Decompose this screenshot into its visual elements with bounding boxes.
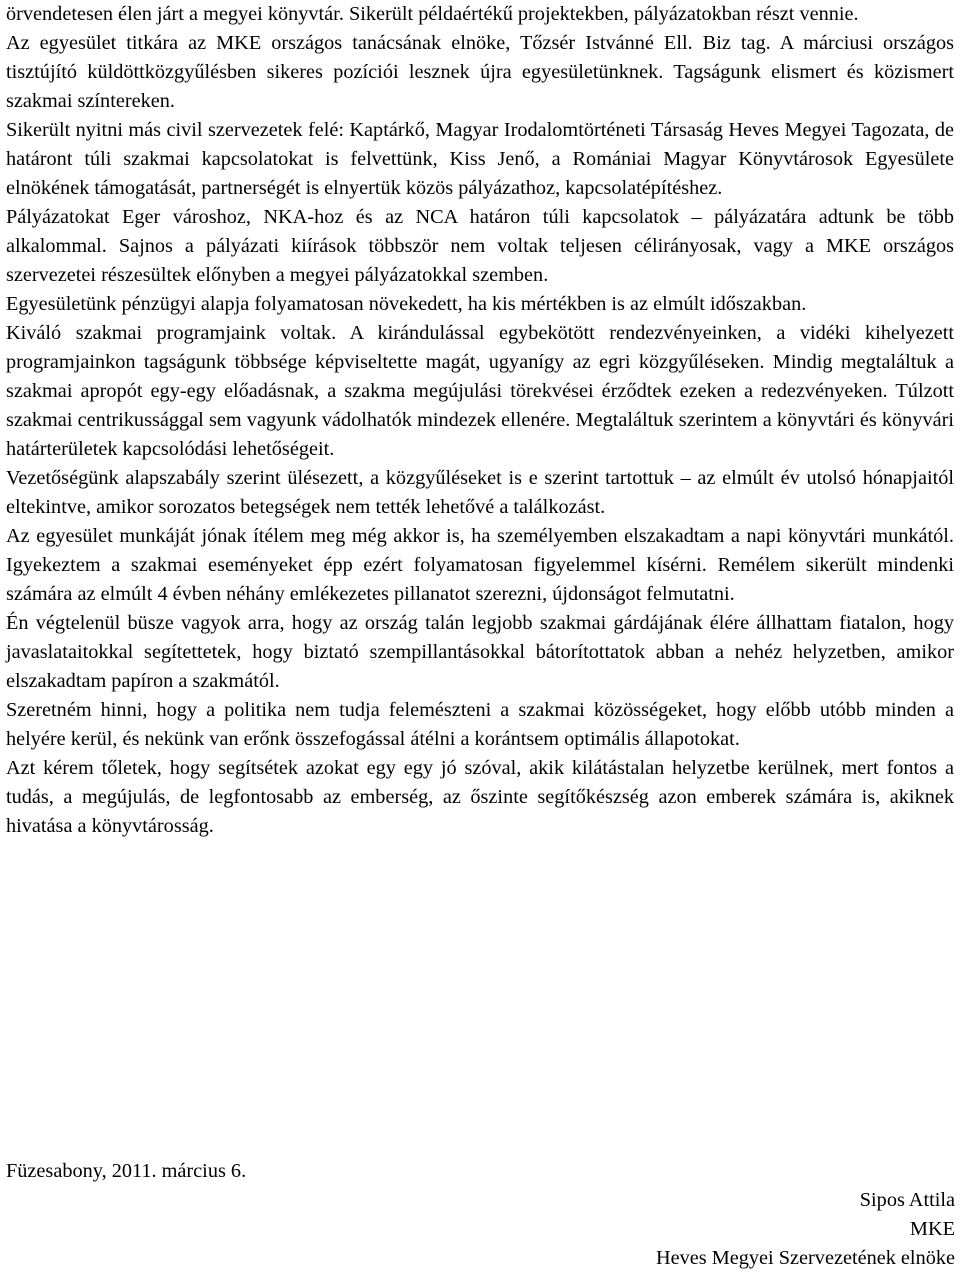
paragraph: Azt kérem tőletek, hogy segítsétek azokat egy egy jó szóval, akik kilátástalan helyzetbe kerülnek, mert fontos a tudás, a megújulás, de legfontosabb az emberség, az őszinte segítőkészség azon emberek számára is, akiknek hivatása a könyvtárosság. [6, 757, 954, 837]
signature-block [656, 1186, 955, 1273]
signature-name: Sipos Attila [859, 1189, 955, 1211]
paragraph: Vezetőségünk alapszabály szerint ülésezett, a közgyűléseket is e szerint tartottuk – az elmúlt év utolsó hónapjaitól eltekintve, amikor sorozatos betegségek nem tették lehetővé a találkozást. [6, 467, 954, 518]
dateline: Füzesabony, 2011. március 6. [6, 1160, 247, 1182]
signature-org: MKE [909, 1218, 955, 1240]
signature-role: Heves Megyei Szervezetének elnöke [655, 1247, 955, 1269]
paragraph: örvendetesen élen járt a megyei könyvtár. Sikerült példaértékű projektekben, pályázatokban részt vennie. [6, 3, 859, 25]
paragraph: Egyesületünk pénzügyi alapja folyamatosan növekedett, ha kis mértékben is az elmúlt időszakban. [6, 293, 807, 315]
paragraph: Sikerült nyitni más civil szervezetek felé: Kaptárkő, Magyar Irodalomtörténeti Társaság Heves Megyei Tagozata, de határont túli szakmai kapcsolatokat is felvettünk, Kiss Jenő, a Romániai Magyar Könyvtárosok Egyesülete elnökének támogatását, partnerségét is elnyertük közös pályázathoz, kapcsolatépítéshez. [6, 119, 954, 199]
paragraph: Az egyesület munkáját jónak ítélem meg még akkor is, ha személyemben elszakadtam a napi könyvtári munkától. Igyekeztem a szakmai eseményeket épp ezért folyamatosan figyelemmel kísérni. Remélem sikerült mindenki számára az elmúlt 4 évben néhány emlékezetes pillanatot szerezni, újdonságot felmutatni. [6, 525, 954, 605]
document-body [6, 0, 954, 841]
paragraph: Én végtelenül büsze vagyok arra, hogy az ország talán legjobb szakmai gárdájának élére állhattam fiatalon, hogy javaslataitokkal segítettetek, hogy biztató szempillantásokkal bátorítottatok abban a nehéz helyzetben, amikor elszakadtam papíron a szakmától. [6, 612, 954, 692]
paragraph: Kiváló szakmai programjaink voltak. A kirándulással egybekötött rendezvényeinken, a vidéki kihelyezett programjainkon tagságunk többsége képviseltette magát, ugyanígy az egri közgyűléseken. Mindig megtaláltuk a szakmai apropót egy-egy előadásnak, a szakma megújulási törekvései érződtek ezeken a redezvényeken. Túlzott szakmai centrikussággal sem vagyunk vádolhatók mindezek ellenére. Megtaláltuk szerintem a könyvtári és könyvári határterületek kapcsolódási lehetőségeit. [6, 322, 954, 460]
paragraph: Az egyesület titkára az MKE országos tanácsának elnöke, Tőzsér Istvánné Ell. Biz tag. A márciusi országos tisztújító küldöttközgyűlésben sikeres pozíciói lesznek újra egyesületünknek. Tagságunk elismert és közismert szakmai színtereken. [6, 32, 954, 112]
paragraph: Pályázatokat Eger városhoz, NKA-hoz és az NCA határon túli kapcsolatok – pályázatára adtunk be több alkalommal. Sajnos a pályázati kiírások többször nem voltak teljesen célirányosak, vagy a MKE országos szervezetei részesültek előnyben a megyei pályázatokkal szemben. [6, 206, 954, 286]
paragraph: Szeretném hinni, hogy a politika nem tudja felemészteni a szakmai közösségeket, hogy előbb utóbb minden a helyére kerül, és nekünk van erőnk összefogással átélni a korántsem optimális állapotokat. [6, 699, 954, 750]
